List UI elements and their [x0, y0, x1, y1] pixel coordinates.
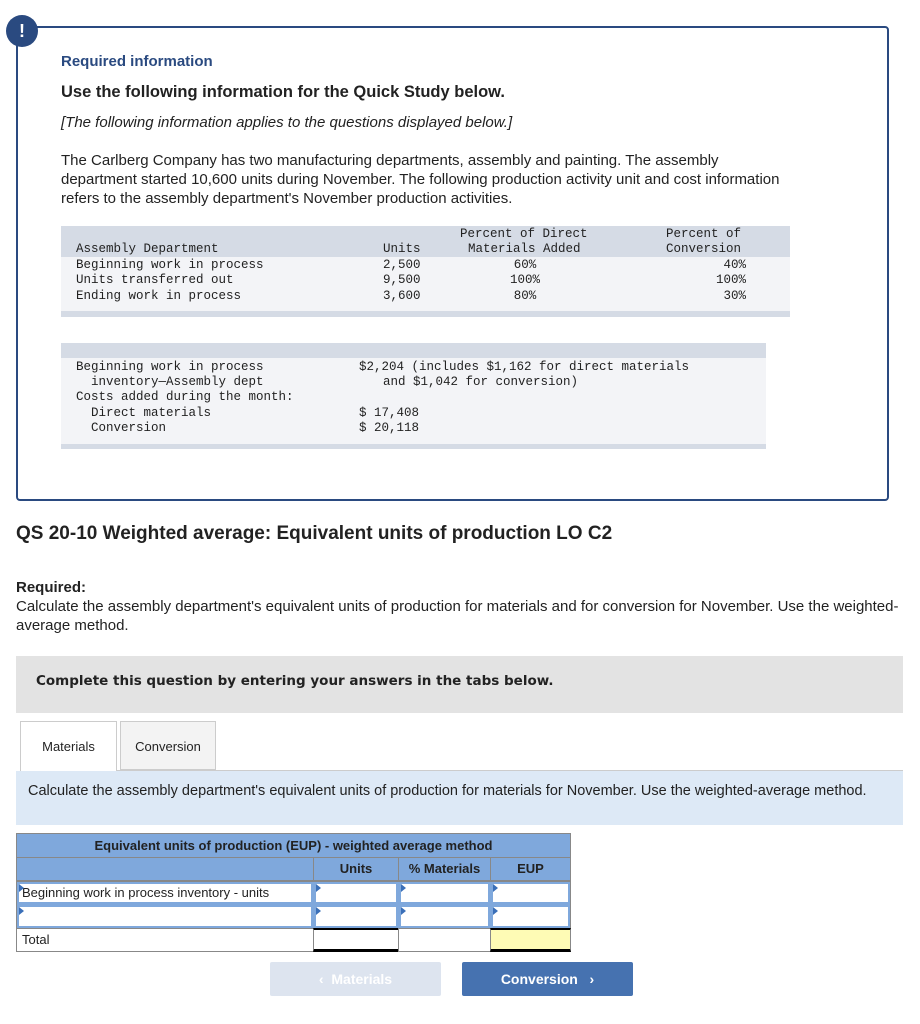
- total-eup: [490, 928, 571, 952]
- col-header: Percent of: [666, 227, 742, 241]
- required-label: Required:: [16, 579, 87, 596]
- cost-label: Beginning work in process: [76, 360, 264, 374]
- chevron-right-icon: ›: [577, 971, 595, 987]
- row1-label: Beginning work in process inventory - units: [22, 885, 270, 900]
- info-subheading: Use the following information for the Quick Study below.: [61, 83, 505, 101]
- instructions-text: Complete this question by entering your answers in the tabs below.: [36, 673, 554, 689]
- cost-value: $2,204 (includes $1,162 for direct materials: [359, 360, 690, 374]
- col-header: Materials Added: [468, 242, 581, 256]
- prev-label: Materials: [331, 971, 393, 987]
- tab-conversion[interactable]: Conversion: [120, 721, 216, 770]
- cost-label: inventory—Assembly dept: [91, 375, 264, 389]
- mat-value: 80%: [513, 289, 537, 303]
- conv-value: 100%: [715, 273, 746, 287]
- next-conversion-button[interactable]: [462, 962, 633, 996]
- conv-value: 40%: [723, 258, 746, 272]
- row2-pct-input[interactable]: [400, 906, 489, 927]
- chevron-left-icon: ‹: [318, 971, 332, 987]
- total-units: [313, 928, 399, 952]
- cost-value: and $1,042 for conversion): [383, 375, 579, 389]
- info-note: [The following information applies to the questions displayed below.]: [61, 114, 513, 131]
- eup-title: Equivalent units of production (EUP) - weighted average method: [16, 833, 571, 858]
- col-header: Conversion: [666, 242, 742, 256]
- info-heading: Required information: [61, 53, 213, 70]
- col-header: Percent of Direct: [460, 227, 588, 241]
- row2-label-input[interactable]: [18, 906, 312, 927]
- next-label: Conversion: [500, 971, 578, 987]
- row1-label-input[interactable]: [18, 883, 312, 903]
- col-header: Assembly Department: [76, 242, 219, 256]
- info-paragraph: The Carlberg Company has two manufacturing departments, assembly and painting. The assembly department started 10,600 units during November. The following production activity unit and cost information refers to the assembly department's November production activities.: [61, 152, 780, 207]
- row1-eup-input[interactable]: [492, 883, 569, 903]
- mat-value: 60%: [513, 258, 537, 272]
- cost-label: Direct materials: [91, 406, 212, 420]
- row-label: Units transferred out: [76, 273, 234, 287]
- cost-label: Costs added during the month:: [76, 390, 294, 404]
- row2-units-input[interactable]: [315, 906, 397, 927]
- col-pct-materials: % Materials: [398, 857, 491, 881]
- col-header: Units: [383, 242, 421, 256]
- row1-pct-input[interactable]: [400, 883, 489, 903]
- total-pct: [398, 928, 491, 952]
- units-value: 2,500: [383, 258, 421, 272]
- mat-value: 100%: [509, 273, 540, 287]
- question-title: QS 20-10 Weighted average: Equivalent units of production LO C2: [16, 523, 613, 544]
- row-label: Beginning work in process: [76, 258, 264, 272]
- prev-materials-button[interactable]: [270, 962, 441, 996]
- cost-value: $ 20,118: [359, 421, 420, 435]
- total-label: Total: [16, 928, 314, 952]
- col-eup: EUP: [490, 857, 571, 881]
- required-text: Calculate the assembly department's equivalent units of production for materials and for conversion for November. Use the weighted-average method.: [16, 598, 899, 634]
- row1-units-input[interactable]: [315, 883, 397, 903]
- cost-label: Conversion: [91, 421, 167, 435]
- tab-prompt: Calculate the assembly department's equivalent units of production for materials for November. Use the weighted-average method.: [28, 783, 867, 799]
- row2-eup-input[interactable]: [492, 906, 569, 927]
- units-value: 3,600: [383, 289, 421, 303]
- conv-value: 30%: [723, 289, 746, 303]
- tab-materials[interactable]: Materials: [20, 721, 117, 772]
- alert-icon: !: [6, 15, 38, 47]
- units-value: 9,500: [383, 273, 421, 287]
- cost-value: $ 17,408: [359, 406, 420, 420]
- row-label: Ending work in process: [76, 289, 242, 303]
- col-units: Units: [313, 857, 399, 881]
